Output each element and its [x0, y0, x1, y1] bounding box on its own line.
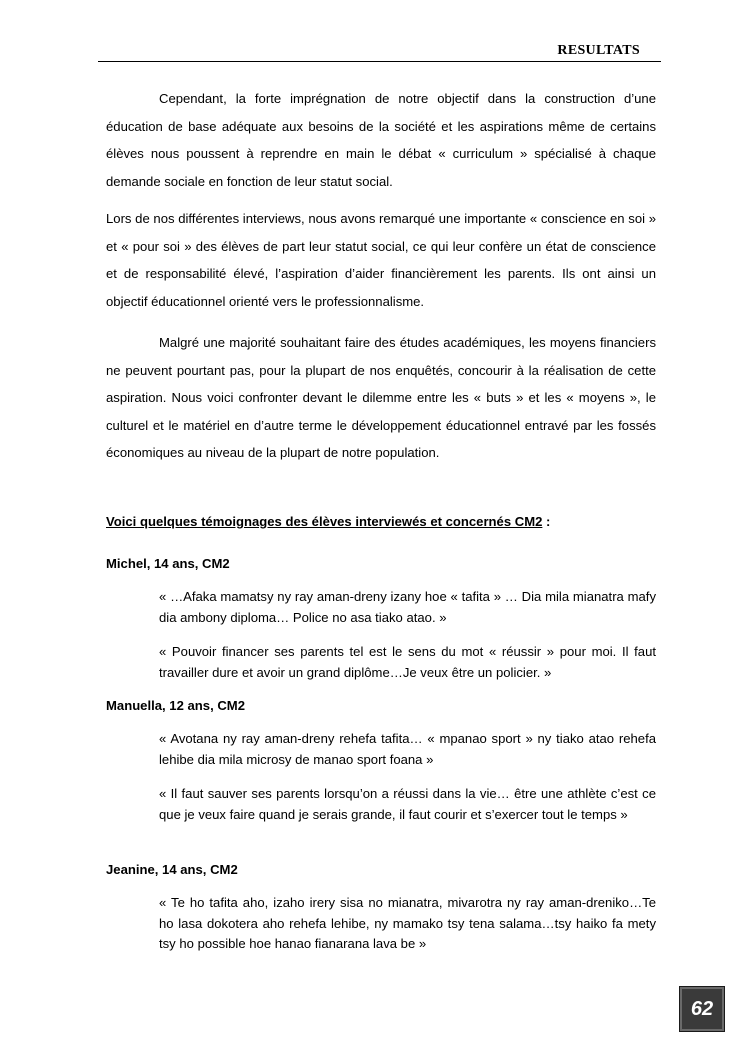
- paragraph-3: Malgré une majorité souhaitant faire des études académiques, les moyens financiers ne peuvent pourtant pas, pour la plupart de nos enquêtés, concourir à la réalisation de cette aspiration. Nous voici confronter devant le dilemme entre les « buts » et les « moyens », le culturel et le matériel en d’autre terme le développement éducationnel entravé par les fossés économiques au niveau de la plupart de notre population.: [106, 335, 656, 460]
- quote-manuella-1: « Avotana ny ray aman-dreny rehefa tafita… « mpanao sport » ny tiako atao rehefa lehibe dia mila microsy de manao sport foana »: [159, 731, 656, 767]
- quote-manuella-2: « Il faut sauver ses parents lorsqu’on a réussi dans la vie… être une athlète c’est ce que je veux faire quand je serais grande, il faut courir et s’exercer tout le temps »: [159, 786, 656, 822]
- testimonials-heading-text: Voici quelques témoignages des élèves interviewés et concernés CM2: [106, 514, 543, 529]
- testimonials-heading: [106, 514, 550, 530]
- quote-michel-1: « …Afaka mamatsy ny ray aman-dreny izany hoe « tafita » … Dia mila mianatra mafy dia ambony diploma… Police no asa tiako atao. »: [159, 589, 656, 625]
- quote-jeanine-1: « Te ho tafita aho, izaho irery sisa no mianatra, mivarotra ny ray aman-dreniko…Te ho lasa dokotera aho rehefa lehibe, ny mamako tsy tena salama…tsy haiko fa mety tsy ho possible hoe hanao fianarana lava be »: [159, 895, 656, 951]
- quote-michel-2: « Pouvoir financer ses parents tel est le sens du mot « réussir » pour moi. Il faut travailler dure et avoir un grand diplôme…Je veux être un policier. »: [159, 644, 656, 680]
- student-name-manuella: Manuella, 12 ans, CM2: [106, 698, 245, 713]
- testimonials-heading-suffix: :: [542, 514, 551, 529]
- paragraph-1: Cependant, la forte imprégnation de notre objectif dans la construction d’une éducation de base adéquate aux besoins de la société et les aspirations même de certains élèves nous poussent à reprendre en main le débat « curriculum » spécialisé à chaque demande sociale en fonction de leur statut social.: [106, 91, 656, 189]
- header-rule: [98, 61, 661, 62]
- running-header-title: RESULTATS: [557, 43, 640, 58]
- student-name-jeanine: Jeanine, 14 ans, CM2: [106, 862, 238, 877]
- student-name-michel: Michel, 14 ans, CM2: [106, 556, 230, 571]
- page-number-badge: 62: [679, 986, 725, 1032]
- paragraph-2: Lors de nos différentes interviews, nous avons remarqué une importante « conscience en soi » et « pour soi » des élèves de part leur statut social, ce qui leur confère un état de conscience et de responsabilité élevé, l’aspiration d’aider financièrement les parents. Ils ont ainsi un objectif éducationnel orienté vers le professionnalisme.: [106, 211, 656, 309]
